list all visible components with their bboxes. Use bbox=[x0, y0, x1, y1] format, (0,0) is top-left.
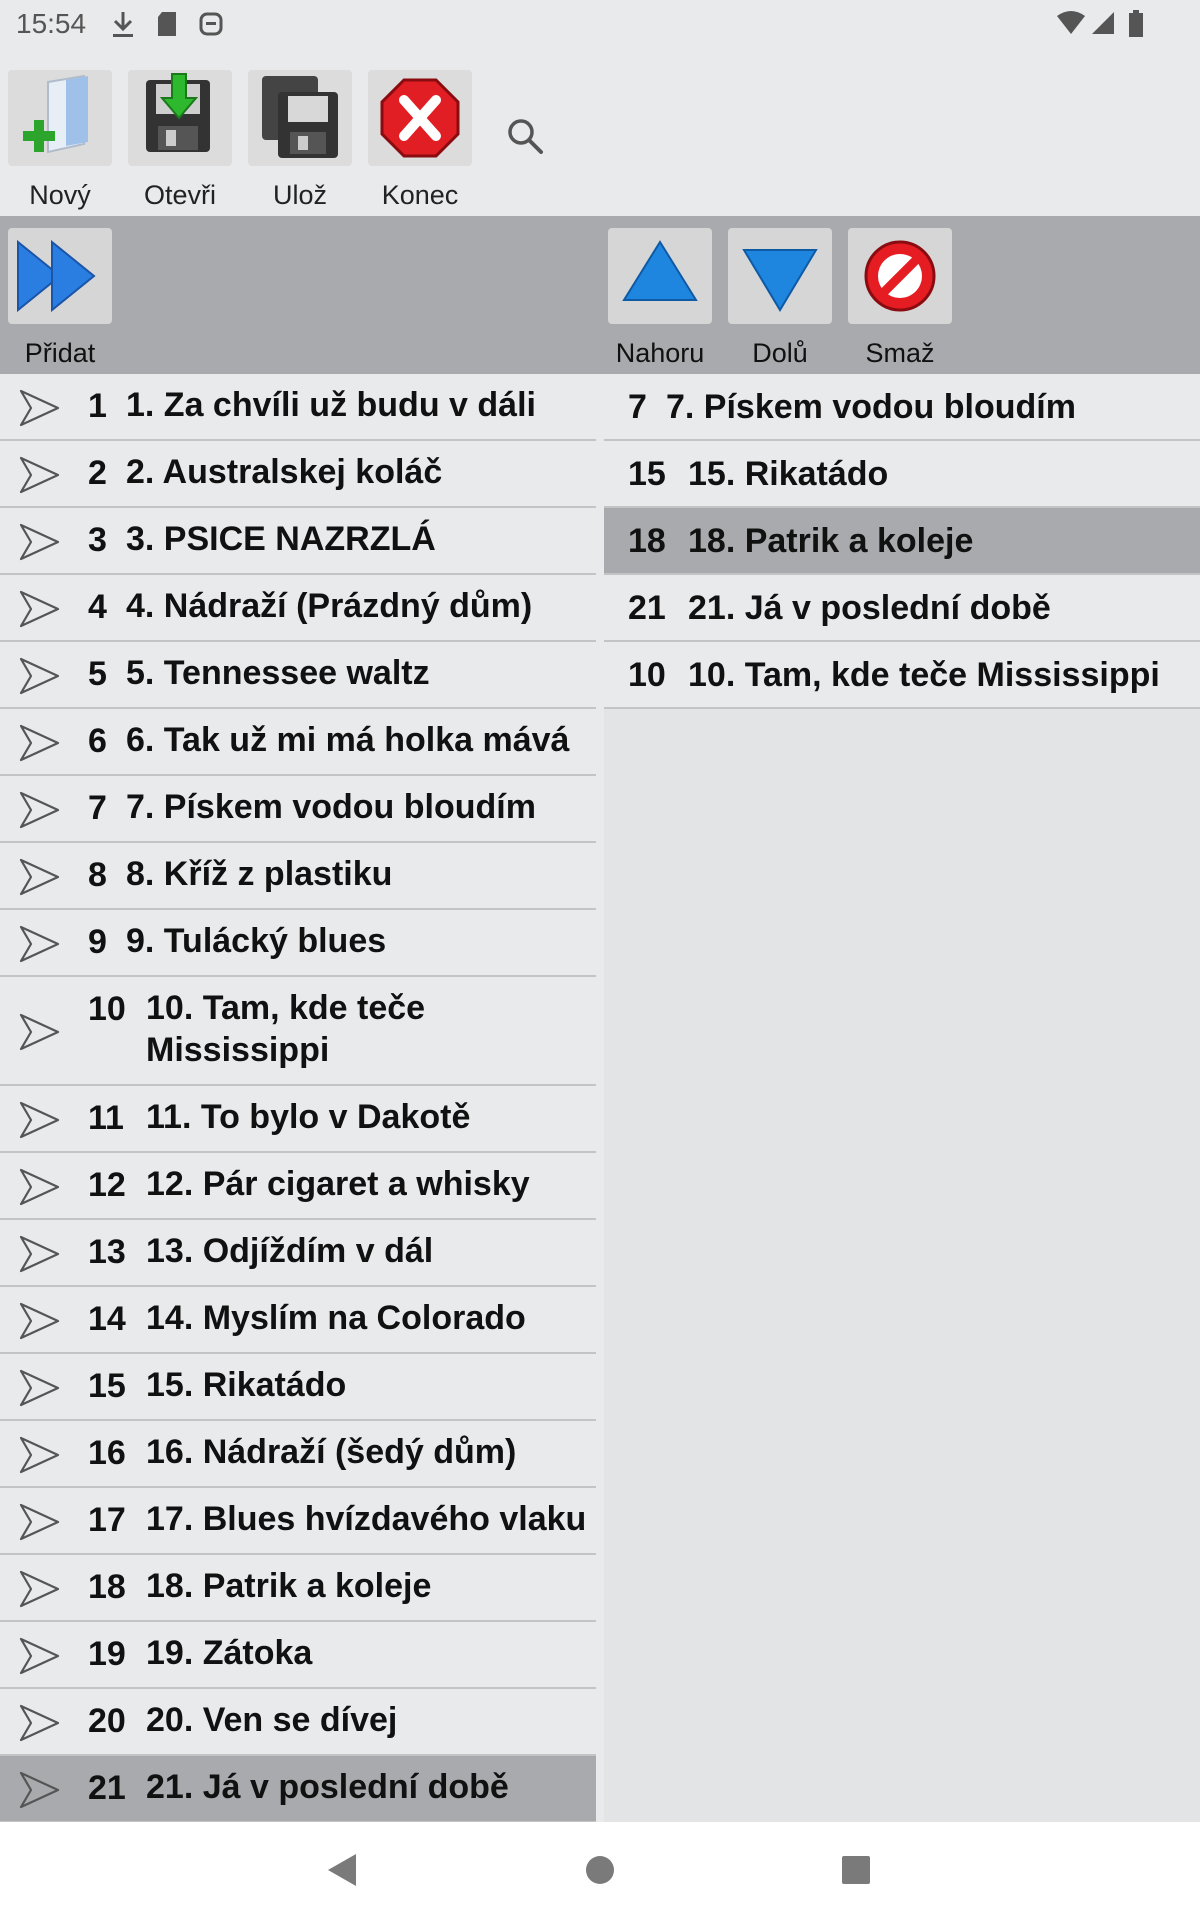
song-number: 7 bbox=[88, 789, 107, 827]
song-number: 14 bbox=[88, 1300, 126, 1338]
song-number: 15 bbox=[88, 1367, 126, 1405]
move-down-label: Dolů bbox=[752, 338, 808, 368]
song-title: 13. Odjíždím v dál bbox=[146, 1232, 434, 1270]
playlist-number: 10 bbox=[628, 656, 666, 694]
play-icon[interactable] bbox=[18, 1703, 62, 1743]
song-number: 13 bbox=[88, 1233, 126, 1271]
notification-icon bbox=[198, 10, 224, 38]
song-title: 17. Blues hvízdavého vlaku bbox=[146, 1500, 587, 1538]
song-row[interactable] bbox=[0, 977, 596, 1086]
playlist-row[interactable] bbox=[604, 374, 1200, 441]
song-number: 18 bbox=[88, 1568, 126, 1606]
song-title: 4. Nádraží (Prázdný dům) bbox=[126, 587, 533, 625]
song-title: 11. To bylo v Dakotě bbox=[146, 1098, 471, 1136]
song-title: 15. Rikatádo bbox=[146, 1366, 347, 1404]
sd-card-icon bbox=[156, 10, 178, 38]
song-row[interactable] bbox=[0, 642, 596, 709]
play-icon[interactable] bbox=[18, 1012, 62, 1052]
play-icon[interactable] bbox=[18, 1100, 62, 1140]
song-number: 11 bbox=[88, 1099, 124, 1137]
song-row[interactable] bbox=[0, 709, 596, 776]
delete-icon bbox=[848, 228, 952, 324]
song-number: 12 bbox=[88, 1166, 126, 1204]
move-up-button[interactable] bbox=[608, 228, 712, 324]
play-icon[interactable] bbox=[18, 589, 62, 629]
arrow-down-icon bbox=[728, 228, 832, 324]
home-icon[interactable] bbox=[584, 1854, 616, 1886]
song-title: 14. Myslím na Colorado bbox=[146, 1299, 526, 1337]
play-icon[interactable] bbox=[18, 1167, 62, 1207]
song-number: 1 bbox=[88, 387, 107, 425]
delete-button[interactable] bbox=[848, 228, 952, 324]
song-row[interactable] bbox=[0, 1421, 596, 1488]
play-icon[interactable] bbox=[18, 455, 62, 495]
song-number: 3 bbox=[88, 521, 107, 559]
play-icon[interactable] bbox=[18, 1502, 62, 1542]
song-title: 19. Zátoka bbox=[146, 1634, 313, 1672]
song-number: 10 bbox=[88, 990, 126, 1028]
play-icon[interactable] bbox=[18, 1234, 62, 1274]
song-title: 10. Tam, kde teče Mississippi bbox=[146, 989, 426, 1069]
open-button[interactable] bbox=[128, 70, 232, 166]
playlist-number: 15 bbox=[628, 455, 666, 493]
song-row[interactable] bbox=[0, 575, 596, 642]
song-number: 9 bbox=[88, 923, 107, 961]
open-label: Otevři bbox=[143, 180, 216, 210]
status-bar bbox=[0, 0, 1200, 52]
playlist-title: 21. Já v poslední době bbox=[688, 589, 1051, 627]
song-row[interactable] bbox=[0, 1220, 596, 1287]
new-document-icon bbox=[8, 70, 112, 166]
save-button[interactable] bbox=[248, 70, 352, 166]
playlist-title: 18. Patrik a koleje bbox=[688, 522, 974, 560]
song-title: 8. Kříž z plastiku bbox=[126, 855, 393, 893]
playlist-number: 18 bbox=[628, 522, 666, 560]
song-title: 12. Pár cigaret a whisky bbox=[146, 1165, 530, 1203]
play-icon[interactable] bbox=[18, 723, 62, 763]
playlist-row[interactable] bbox=[604, 575, 1200, 642]
song-row[interactable] bbox=[0, 1555, 596, 1622]
song-row[interactable] bbox=[0, 1354, 596, 1421]
song-number: 8 bbox=[88, 856, 107, 894]
add-label: Přidat bbox=[24, 338, 96, 368]
exit-button[interactable] bbox=[368, 70, 472, 166]
song-row[interactable] bbox=[0, 1287, 596, 1354]
song-title: 5. Tennessee waltz bbox=[126, 654, 430, 692]
playlist-number: 7 bbox=[628, 388, 647, 426]
back-icon[interactable] bbox=[326, 1852, 360, 1888]
song-number: 2 bbox=[88, 454, 107, 492]
song-title: 3. PSICE NAZRZLÁ bbox=[126, 520, 436, 558]
song-number: 17 bbox=[88, 1501, 126, 1539]
arrow-up-icon bbox=[608, 228, 712, 324]
main-toolbar bbox=[0, 52, 1200, 216]
song-title: 6. Tak už mi má holka mává bbox=[126, 721, 570, 759]
song-row[interactable] bbox=[0, 374, 596, 441]
playlist-row[interactable] bbox=[604, 642, 1200, 709]
song-number: 5 bbox=[88, 655, 107, 693]
play-icon[interactable] bbox=[18, 388, 62, 428]
new-button[interactable] bbox=[8, 70, 112, 166]
move-up-label: Nahoru bbox=[615, 338, 705, 368]
exit-label: Konec bbox=[381, 180, 459, 210]
song-title: 2. Australskej koláč bbox=[126, 453, 443, 491]
song-title: 18. Patrik a koleje bbox=[146, 1567, 432, 1605]
play-icon[interactable] bbox=[18, 790, 62, 830]
wifi-icon bbox=[1056, 10, 1086, 36]
song-row[interactable] bbox=[0, 1689, 596, 1756]
new-label: Nový bbox=[29, 180, 91, 210]
song-row[interactable] bbox=[0, 843, 596, 910]
song-title: 9. Tulácký blues bbox=[126, 922, 387, 960]
play-icon[interactable] bbox=[18, 1435, 62, 1475]
playlist-number: 21 bbox=[628, 589, 666, 627]
song-row[interactable] bbox=[0, 910, 596, 977]
song-list bbox=[0, 374, 596, 1822]
navigation-bar bbox=[0, 1822, 1200, 1920]
song-title: 1. Za chvíli už budu v dáli bbox=[126, 386, 536, 424]
play-icon[interactable] bbox=[18, 656, 62, 696]
play-icon[interactable] bbox=[18, 1636, 62, 1676]
open-disk-icon bbox=[128, 70, 232, 166]
playlist-title: 15. Rikatádo bbox=[688, 455, 889, 493]
playlist-title: 10. Tam, kde teče Mississippi bbox=[688, 656, 1160, 694]
play-icon[interactable] bbox=[18, 522, 62, 562]
close-icon bbox=[368, 70, 472, 166]
song-row[interactable] bbox=[0, 1756, 596, 1823]
song-number: 16 bbox=[88, 1434, 126, 1472]
song-title: 21. Já v poslední době bbox=[146, 1768, 509, 1806]
song-row[interactable] bbox=[0, 776, 596, 843]
song-row[interactable] bbox=[0, 508, 596, 575]
song-number: 4 bbox=[88, 588, 107, 626]
playlist-toolbar bbox=[0, 216, 1200, 374]
play-icon[interactable] bbox=[18, 1368, 62, 1408]
song-title: 16. Nádraží (šedý dům) bbox=[146, 1433, 517, 1471]
playlist-row[interactable] bbox=[604, 441, 1200, 508]
play-icon[interactable] bbox=[18, 1569, 62, 1609]
signal-icon bbox=[1090, 10, 1116, 36]
download-icon bbox=[110, 10, 136, 40]
song-title: 7. Pískem vodou bloudím bbox=[126, 788, 536, 826]
song-row[interactable] bbox=[0, 1153, 596, 1220]
song-row[interactable] bbox=[0, 1086, 596, 1153]
add-button[interactable] bbox=[8, 228, 112, 324]
song-row[interactable] bbox=[0, 441, 596, 508]
song-number: 6 bbox=[88, 722, 107, 760]
song-row[interactable] bbox=[0, 1488, 596, 1555]
play-icon[interactable] bbox=[18, 1301, 62, 1341]
song-number: 20 bbox=[88, 1702, 126, 1740]
play-icon[interactable] bbox=[18, 857, 62, 897]
move-down-button[interactable] bbox=[728, 228, 832, 324]
recents-icon[interactable] bbox=[840, 1854, 872, 1886]
save-disk-icon bbox=[248, 70, 352, 166]
delete-label: Smaž bbox=[865, 338, 935, 368]
play-icon[interactable] bbox=[18, 924, 62, 964]
playlist bbox=[604, 374, 1200, 1822]
fast-forward-icon bbox=[8, 228, 112, 324]
status-time: 15:54 bbox=[16, 8, 87, 39]
play-icon[interactable] bbox=[18, 1770, 62, 1810]
song-number: 19 bbox=[88, 1635, 126, 1673]
playlist-row[interactable] bbox=[604, 508, 1200, 575]
song-row[interactable] bbox=[0, 1622, 596, 1689]
playlist-title: 7. Pískem vodou bloudím bbox=[666, 388, 1076, 426]
song-title: 20. Ven se dívej bbox=[146, 1701, 398, 1739]
search-icon[interactable] bbox=[505, 116, 545, 156]
battery-icon bbox=[1128, 10, 1144, 38]
song-number: 21 bbox=[88, 1769, 126, 1807]
save-label: Ulož bbox=[272, 180, 327, 210]
